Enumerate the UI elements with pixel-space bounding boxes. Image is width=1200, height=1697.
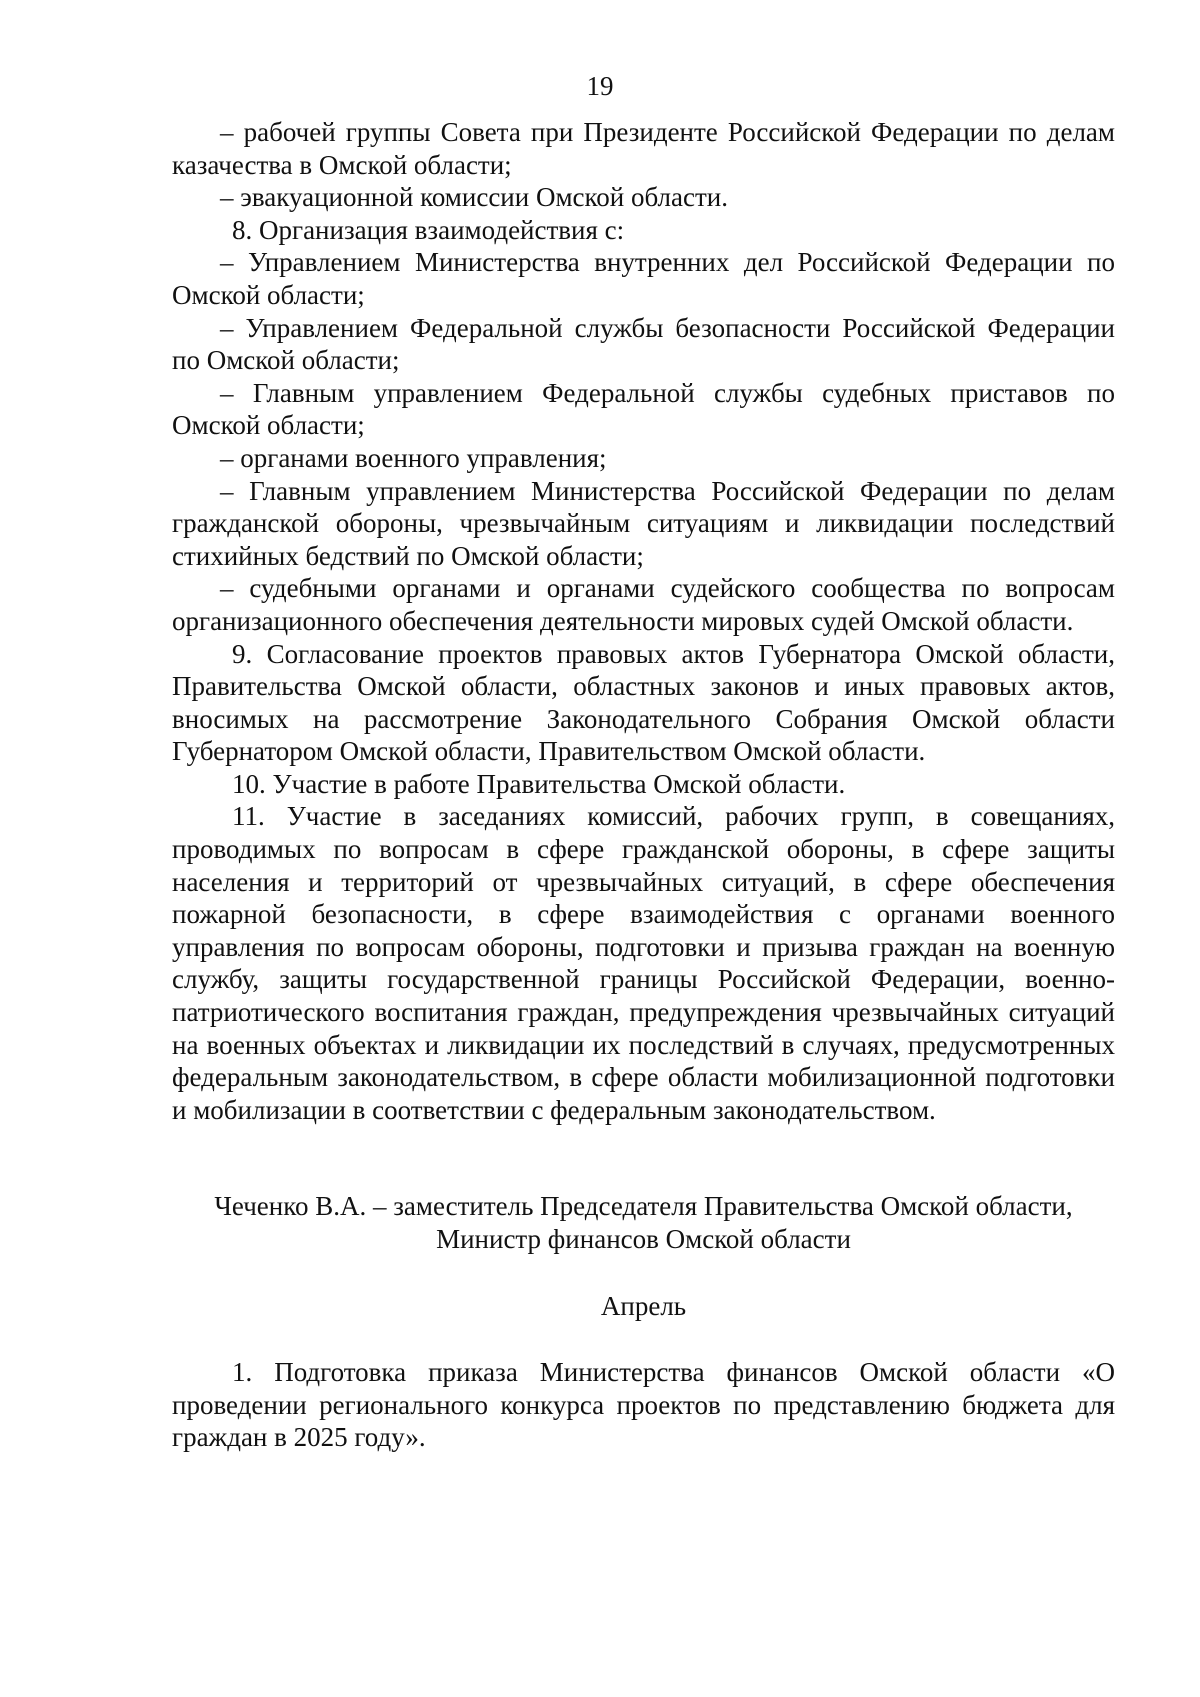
numbered-item: 1. Подготовка приказа Министерства финансов Омской области «О проведении регионального конкурса проектов по представлению бюджета для граждан в 2025 году». <box>172 1357 1115 1453</box>
official-title-line-2: Министр финансов Омской области <box>436 1224 851 1254</box>
official-title-line-1: Чеченко В.А. – заместитель Председателя Правительства Омской области, <box>214 1191 1073 1222</box>
spacer <box>172 1256 1115 1290</box>
document-body <box>172 116 1115 1454</box>
list-item: – Управлением Федеральной службы безопасности Российской Федерации по Омской области; <box>172 312 1115 376</box>
spacer <box>172 1126 1115 1190</box>
list-item: – эвакуационной комиссии Омской области. <box>220 182 728 213</box>
list-item: – Главным управлением Федеральной службы судебных приставов по Омской области; <box>172 377 1115 441</box>
page-number: 19 <box>586 71 614 101</box>
list-item: – Управлением Министерства внутренних дел Российской Федерации по Омской области; <box>172 247 1115 310</box>
month-heading: Апрель <box>600 1290 687 1321</box>
list-item: – органами военного управления; <box>220 442 607 473</box>
list-item: – рабочей группы Совета при Президенте Российской Федерации по делам казачества в Омской области; <box>172 117 1115 180</box>
numbered-item: 10. Участие в работе Правительства Омской области. <box>232 768 846 799</box>
numbered-item: 8. Организация взаимодействия с: <box>232 214 625 245</box>
spacer <box>172 1322 1115 1356</box>
numbered-item: 9. Согласование проектов правовых актов Губернатора Омской области, Правительства Омской области, областных законов и иных правовых актов, вносимых на рассмотрение Законодательного Собрания Омской области Губернатором Омской области, Правительством Омской области. <box>172 638 1115 767</box>
numbered-item: 11. Участие в заседаниях комиссий, рабочих групп, в совещаниях, проводимых по вопросам в сфере гражданской обороны, в сфере защиты населения и территорий от чрезвычайных ситуаций, в сфере обеспечения пожарной безопасности, в сфере взаимодействия с органами военного управления по вопросам обороны, подготовки и призыва граждан на военную службу, защиты государственной границы Российской Федерации, военно-патриотического воспитания граждан, предупреждения чрезвычайных ситуаций на военных объектах и ликвидации их последствий в случаях, предусмотренных федеральным законодательством, в сфере области мобилизационной подготовки и мобилизации в соответствии с федеральным законодательством. <box>172 801 1115 1125</box>
list-item: – Главным управлением Министерства Российской Федерации по делам гражданской обороны, чрезвычайным ситуациям и ликвидации последствий стихийных бедствий по Омской области; <box>172 475 1115 571</box>
list-item: – судебными органами и органами судейского сообщества по вопросам организационного обеспечения деятельности мировых судей Омской области. <box>172 573 1115 636</box>
